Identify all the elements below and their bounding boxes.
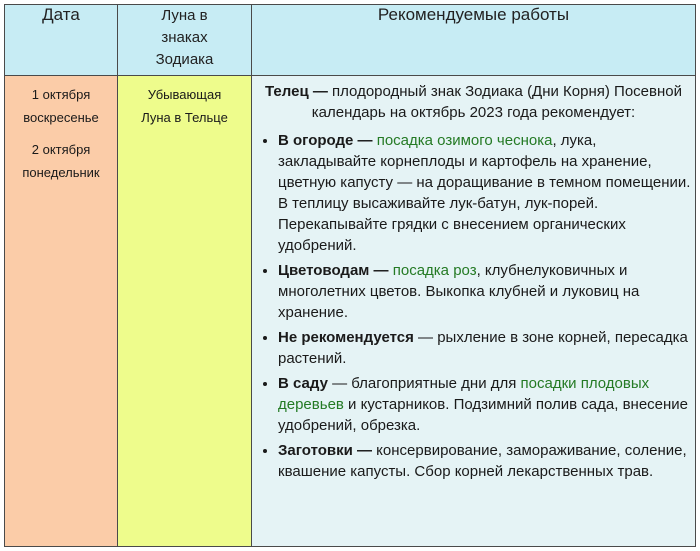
header-moon-line: знаках	[161, 29, 208, 46]
moon-phase	[118, 76, 251, 129]
header-recommended-works: Рекомендуемые работы	[252, 5, 696, 76]
header-row	[5, 5, 696, 76]
item-heading: Цветоводам —	[278, 262, 389, 279]
intro-body: плодородный знак Зодиака (Дни Корня) Посевной календарь на октябрь 2023 года рекомендует:	[311, 83, 682, 121]
intro-sign: Телец —	[265, 83, 328, 100]
header-date: Дата	[5, 5, 118, 76]
date-entry	[5, 76, 117, 129]
recommendations-cell	[252, 76, 696, 547]
date-day: 1 октября	[31, 87, 91, 102]
intro-text	[252, 76, 695, 123]
item-text: и кустарников. Подзимний полив сада, внесение удобрений, обрезка.	[278, 396, 689, 434]
date-day: 2 октября	[31, 142, 91, 157]
date-weekday: понедельник	[22, 165, 100, 180]
calendar-row	[5, 76, 696, 547]
item-heading: В огороде —	[278, 132, 373, 149]
item-text: , лука, закладывайте корнеплоды и картофель на хранение, цветную капусту — на доращивание в темном помещении. В теплицу высаживайте лук-батун, лук-порей. Перекапывайте грядки с внесением органических удобрений.	[278, 132, 691, 254]
link-roses[interactable]: посадка роз	[392, 262, 477, 279]
item-text: — рыхление в зоне корней, пересадка растений.	[278, 329, 688, 367]
link-winter-garlic[interactable]: посадка озимого чеснока	[376, 132, 553, 149]
link-fruit-trees[interactable]: посадки плодовых деревьев	[278, 375, 650, 413]
item-text: — благоприятные дни для	[327, 375, 521, 392]
planting-calendar-table	[4, 4, 696, 547]
list-item-flowers	[278, 260, 691, 323]
list-item-orchard	[278, 373, 691, 436]
moon-phase-line: Луна в Тельце	[141, 110, 228, 125]
header-moon-line: Луна в	[161, 7, 208, 24]
item-heading: Не рекомендуется	[278, 329, 414, 346]
header-moon-line: Зодиака	[155, 51, 214, 68]
list-item-preserves	[278, 440, 691, 482]
header-moon-signs	[118, 5, 252, 76]
item-heading: В саду	[278, 375, 328, 392]
moon-cell	[118, 76, 252, 547]
date-cell	[5, 76, 118, 547]
item-text: консервирование, замораживание, соление, квашение капусты. Сбор корней лекарственных трав.	[278, 442, 687, 480]
date-entry	[5, 129, 117, 184]
date-weekday: воскресенье	[23, 110, 99, 125]
moon-phase-line: Убывающая	[147, 87, 222, 102]
item-text: , клубнелуковичных и многолетних цветов. Выкопка клубней и луковиц на хранение.	[278, 262, 640, 321]
list-item-not-recommended	[278, 327, 691, 369]
list-item-garden	[278, 130, 691, 256]
works-list	[252, 130, 695, 482]
item-heading: Заготовки —	[278, 442, 373, 459]
